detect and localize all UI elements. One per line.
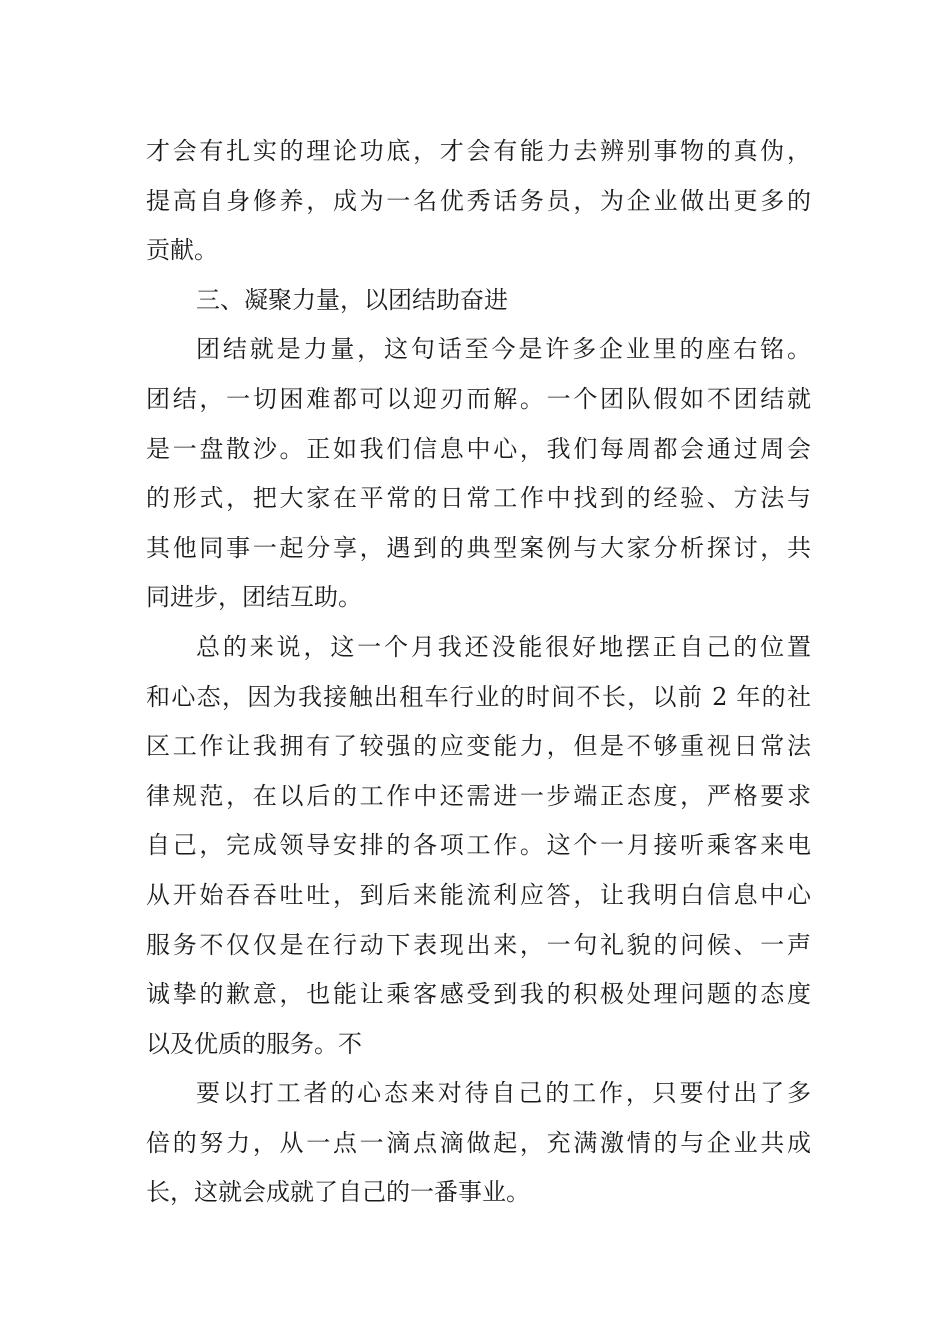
text-line: 才会有扎实的理论功底，才会有能力去辨别事物的真伪， (146, 137, 811, 165)
text-line: 的形式，把大家在平常的日常工作中找到的经验、方法与 (146, 484, 811, 513)
text-line: 服务不仅仅是在行动下表现出来，一句礼貌的问候、一声 (146, 930, 811, 959)
text-line: 其他同事一起分享，遇到的典型案例与大家分析探讨，共 (146, 533, 811, 562)
paragraph-first-line: 总的来说，这一个月我还没能很好地摆正自己的位置 (196, 632, 811, 661)
text-line: 自己，完成领导安排的各项工作。这个一月接听乘客来电 (146, 831, 811, 860)
paragraph-first-line: 团结就是力量，这句话至今是许多企业里的座右铭。 (196, 335, 811, 364)
text-line: 律规范，在以后的工作中还需进一步端正态度，严格要求 (146, 781, 811, 810)
text-line: 倍的努力，从一点一滴点滴做起，充满激情的与企业共成 (146, 1128, 811, 1157)
paragraph-first-line: 三、凝聚力量，以团结助奋进 (196, 285, 508, 314)
text-line: 长，这就会成就了自己的一番事业。 (146, 1178, 530, 1207)
text-line: 从开始吞吞吐吐，到后来能流利应答，让我明白信息中心 (146, 880, 811, 909)
text-line: 贡献。 (146, 236, 218, 265)
text-line: 同进步，团结互助。 (146, 583, 362, 612)
text-line: 区工作让我拥有了较强的应变能力，但是不够重视日常法 (146, 732, 811, 761)
paragraph-first-line: 要以打工者的心态来对待自己的工作，只要付出了多 (196, 1079, 811, 1108)
document-body-text (146, 127, 811, 1218)
text-line: 提高自身修养，成为一名优秀话务员，为企业做出更多的 (146, 186, 811, 215)
text-line: 以及优质的服务。不 (146, 1029, 362, 1058)
text-line: 是一盘散沙。正如我们信息中心，我们每周都会通过周会 (146, 434, 811, 463)
text-line: 诚挚的歉意，也能让乘客感受到我的积极处理问题的态度 (146, 980, 811, 1009)
text-line: 团结，一切困难都可以迎刃而解。一个团队假如不团结就 (146, 384, 811, 413)
text-line: 和心态，因为我接触出租车行业的时间不长，以前 2 年的社 (146, 682, 811, 711)
